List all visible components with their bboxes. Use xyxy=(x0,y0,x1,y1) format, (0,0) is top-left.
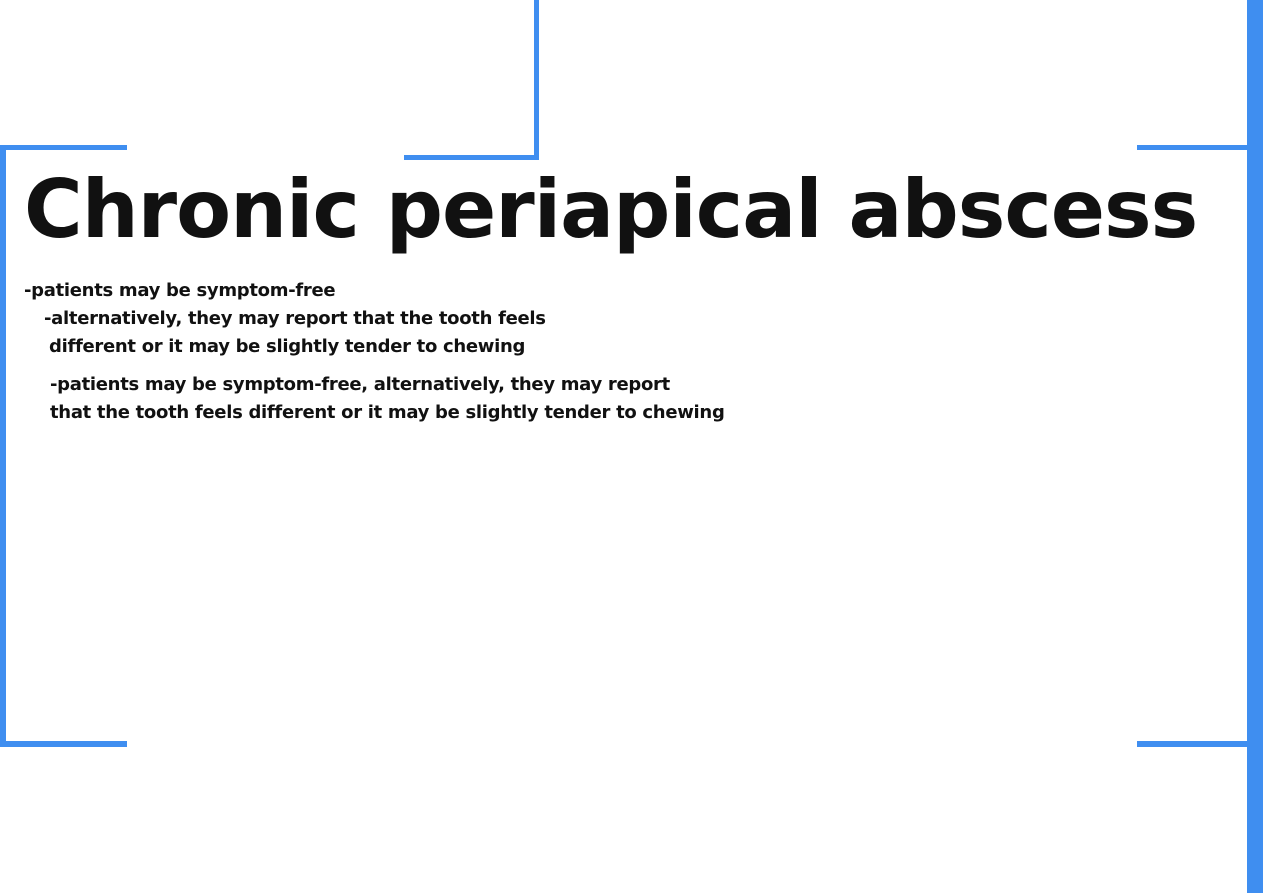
slide-title: Chronic periapical abscess xyxy=(24,163,1198,256)
bullet-line: -patients may be symptom-free, alternatively, they may report xyxy=(50,374,670,395)
frame-left-vertical xyxy=(0,145,6,747)
bullet-line: different or it may be slightly tender to chewing xyxy=(49,336,526,357)
frame-right-edge-bar xyxy=(1247,0,1263,893)
frame-right-top-horizontal xyxy=(1137,145,1250,150)
frame-top-center-vertical xyxy=(534,0,539,160)
bullet-alternatively xyxy=(44,305,546,361)
bullet-line: -patients may be symptom-free xyxy=(24,280,336,301)
bullet-line: -alternatively, they may report that the tooth feels xyxy=(44,308,546,329)
bullet-line: that the tooth feels different or it may be slightly tender to chewing xyxy=(50,402,725,423)
bullet-combined xyxy=(50,371,725,427)
frame-left-top-horizontal xyxy=(0,145,127,150)
bullet-symptom-free xyxy=(24,277,335,305)
frame-left-bottom-horizontal xyxy=(0,741,127,747)
frame-right-bottom-horizontal xyxy=(1137,741,1250,747)
